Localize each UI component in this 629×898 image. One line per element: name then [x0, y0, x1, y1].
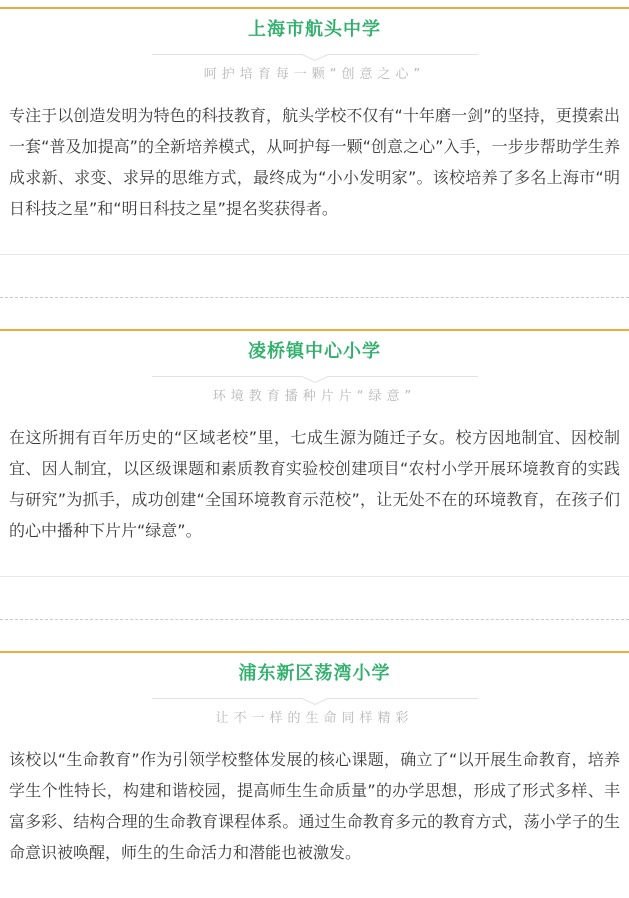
section-subtitle: 环境教育播种片片“绿意” — [212, 389, 417, 404]
section-gap — [0, 255, 629, 329]
section-title: 凌桥镇中心小学 — [248, 341, 381, 362]
section-body: 该校以“生命教育”作为引领学校整体发展的核心课题，确立了“以开展生命教育，培养学生个性特长，构建和谐校园，提高师生生命质量”的办学思想，形成了形式多样、丰富多彩、结构合理的生命教育课程体系。通过生命教育多元的教育方式，荡小学子的生命意识被唤醒，师生的生命活力和潜能也被激发。 — [9, 750, 620, 862]
chevron-divider-icon — [152, 697, 478, 706]
section-gap — [0, 577, 629, 651]
section-body: 在这所拥有百年历史的“区域老校”里，七成生源为随迁子女。校方因地制宜、因校制宜、因人制宜，以区级课题和素质教育实验校创建项目“农村小学开展环境教育的实践与研究”为抓手，成功创建“全国环境教育示范校”，让无处不在的环境教育，在孩子们的心中播种下片片“绿意”。 — [9, 428, 620, 540]
chevron-divider — [152, 375, 478, 384]
dashed-separator — [0, 619, 629, 620]
chevron-divider — [152, 53, 478, 62]
chevron-divider-icon — [152, 375, 478, 384]
section-title: 浦东新区荡湾小学 — [238, 663, 391, 684]
dashed-separator — [0, 297, 629, 298]
chevron-divider — [152, 697, 478, 706]
section-subtitle: 让不一样的生命同样精彩 — [215, 711, 414, 726]
section-title: 上海市航头中学 — [248, 19, 381, 40]
school-section-dangwan — [0, 651, 629, 898]
chevron-divider-icon — [152, 53, 478, 62]
section-body: 专注于以创造发明为特色的科技教育，航头学校不仅有“十年磨一剑”的坚持，更摸索出一套“普及加提高”的全新培养模式，从呵护每一颗“创意之心”入手，一步步帮助学生养成求新、求变、求异的思维方式，最终成为“小小发明家”。该校培养了多名上海市“明日科技之星”和“明日科技之星”提名奖获得者。 — [9, 106, 620, 218]
school-section-lingqiao — [0, 329, 629, 577]
section-subtitle: 呵护培育每一颗“创意之心” — [203, 67, 426, 82]
school-section-hangtou — [0, 7, 629, 255]
